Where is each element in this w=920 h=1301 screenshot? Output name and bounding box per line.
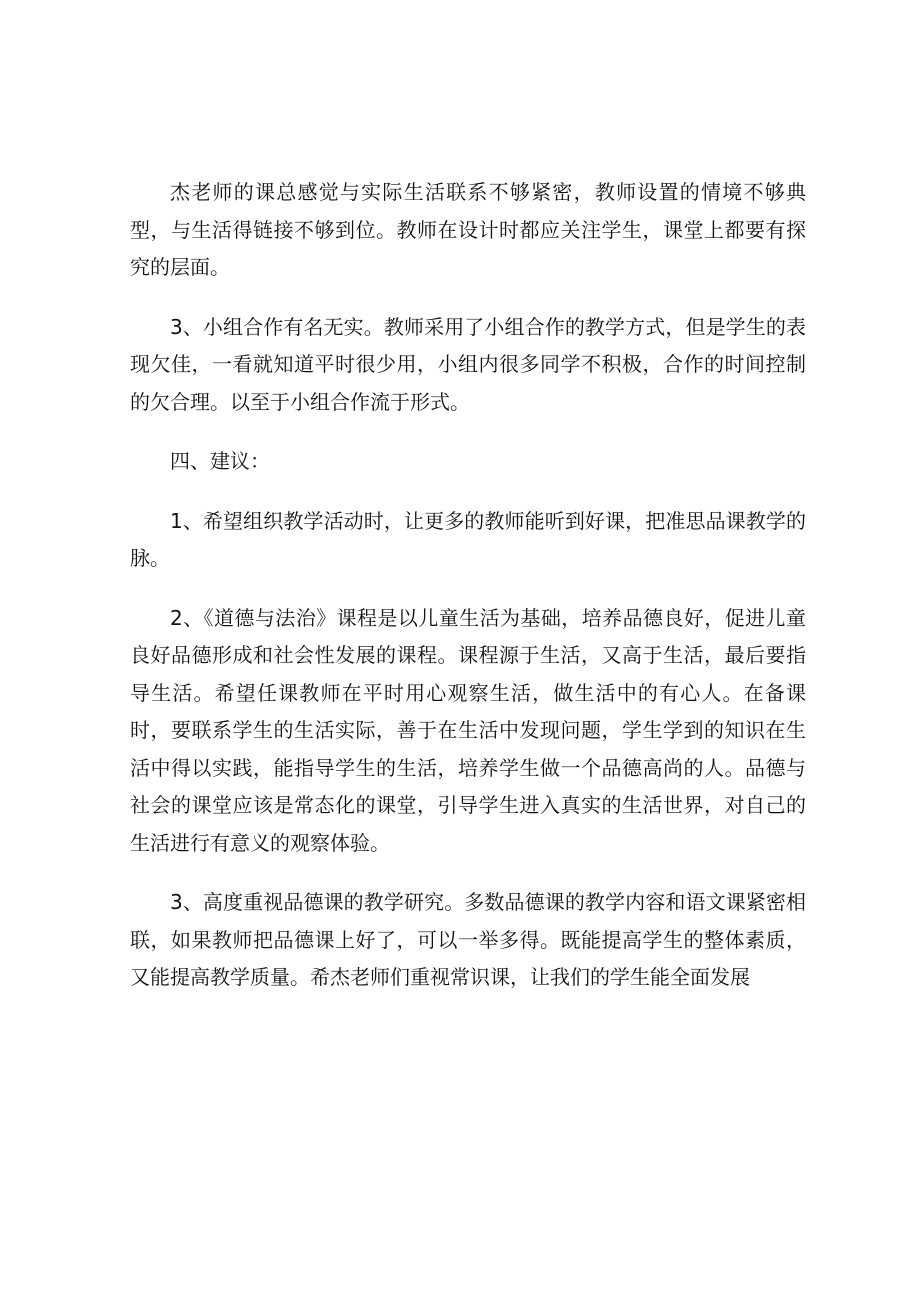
paragraph-suggestion-1: 1、希望组织教学活动时，让更多的教师能听到好课，把准思品课教学的脉。 xyxy=(130,508,806,570)
paragraph-classroom-life-connection: 杰老师的课总感觉与实际生活联系不够紧密，教师设置的情境不够典型，与生活得链接不够到位。教师在设计时都应关注学生，课堂上都要有探究的层面。 xyxy=(130,180,806,279)
paragraph-group-cooperation: 3、小组合作有名无实。教师采用了小组合作的教学方式，但是学生的表现欠佳，一看就知道平时很少用，小组内很多同学不积极，合作的时间控制的欠合理。以至于小组合作流于形式。 xyxy=(130,314,806,414)
paragraph-suggestion-3: 3、高度重视品德课的教学研究。多数品德课的教学内容和语文课紧密相联，如果教师把品德课上好了，可以一举多得。既能提高学生的整体素质，又能提高教学质量。希杰老师们重视常识课，让我们的学生能全面发展 xyxy=(130,890,806,989)
paragraph-suggestion-2: 2、《道德与法治》课程是以儿童生活为基础，培养品德良好，促进儿童良好品德形成和社会性发展的课程。课程源于生活，又高于生活，最后要指导生活。希望任课教师在平时用心观察生活，做生活中的有心人。在备课时，要联系学生的生活实际，善于在生活中发现问题，学生学到的知识在生活中得以实践，能指导学生的生活，培养学生做一个品德高尚的人。品德与社会的课堂应该是常态化的课堂，引导学生进入真实的生活世界，对自己的生活进行有意义的观察体验。 xyxy=(130,605,806,855)
document-body xyxy=(130,174,806,1019)
section-heading-suggestions: 四、建议： xyxy=(170,449,270,473)
